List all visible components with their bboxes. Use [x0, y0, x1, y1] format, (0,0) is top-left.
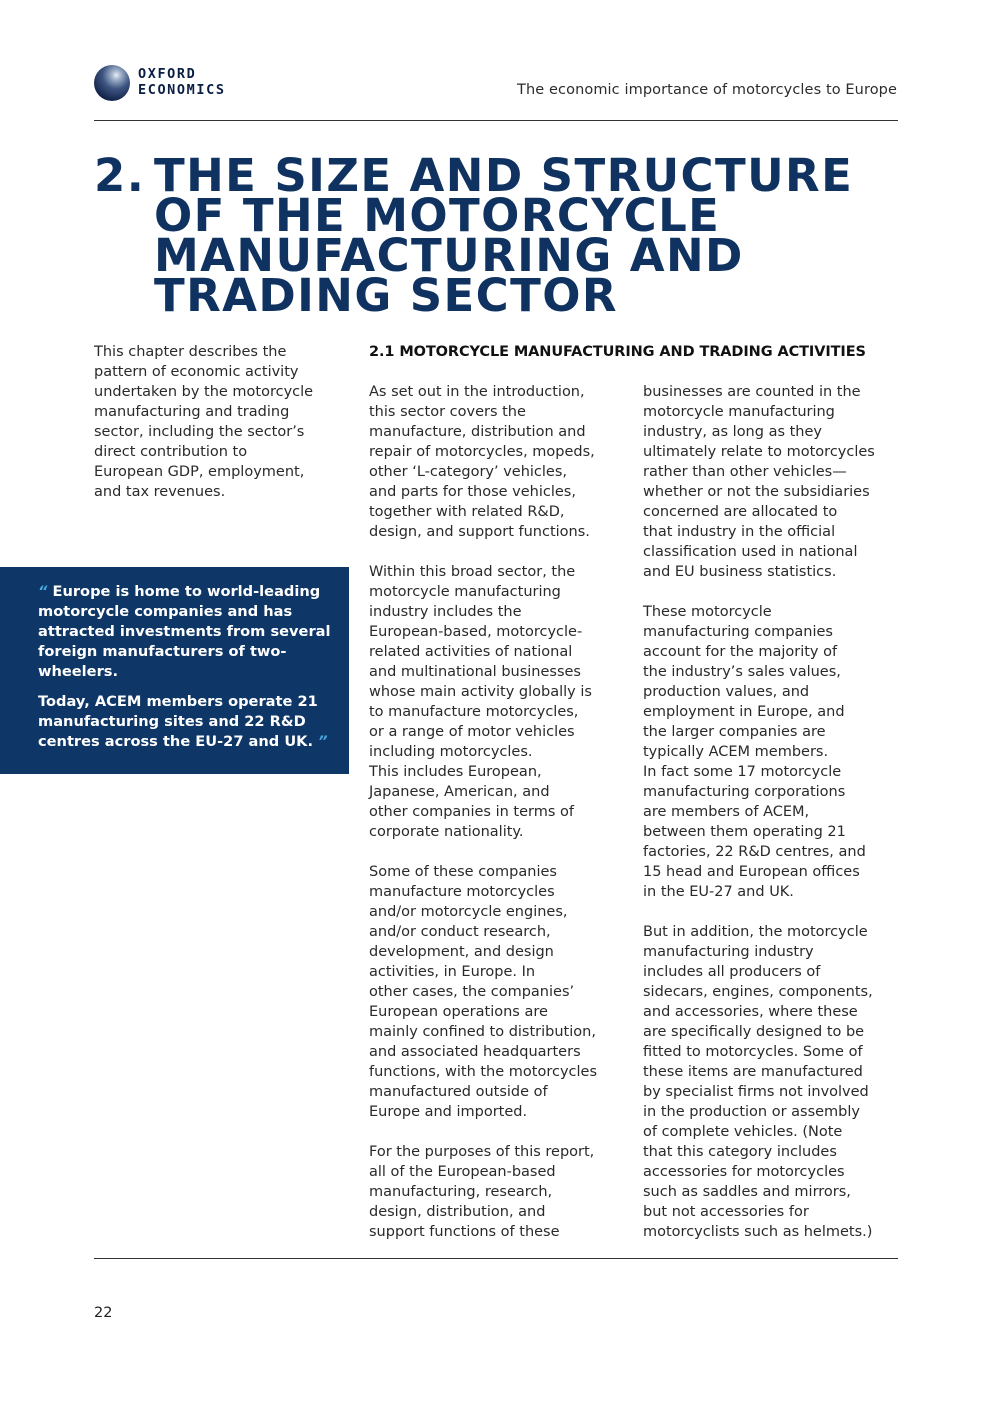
body-line: of complete vehicles. (Note [643, 1124, 843, 1140]
body-line: are specifically designed to be [643, 1024, 865, 1040]
body-line: activities, in Europe. In [369, 964, 536, 980]
body-line: factories, 22 R&D centres, and [643, 844, 866, 860]
body-line: includes all producers of [643, 964, 821, 980]
body-line: between them operating 21 [643, 824, 846, 840]
body-line: businesses are counted in the [643, 384, 861, 400]
body-line: other cases, the companies’ [369, 984, 575, 1000]
body-line: classification used in national [643, 544, 858, 560]
body-line: In fact some 17 motorcycle [643, 764, 842, 780]
intro-line: direct contribution to [94, 444, 248, 460]
intro-line: manufacturing and trading [94, 404, 290, 420]
body-line: motorcycle manufacturing [643, 404, 835, 420]
body-line: support functions of these [369, 1224, 560, 1240]
intro-line: sector, including the sector’s [94, 424, 305, 440]
body-line: corporate nationality. [369, 824, 524, 840]
body-column-right [643, 382, 899, 1242]
body-line: whether or not the subsidiaries [643, 484, 870, 500]
body-line: European-based, motorcycle- [369, 624, 583, 640]
body-line: by specialist firms not involved [643, 1084, 869, 1100]
body-line: such as saddles and mirrors, [643, 1184, 851, 1200]
body-line: and associated headquarters [369, 1044, 581, 1060]
body-line: in the EU-27 and UK. [643, 884, 794, 900]
pull-quote-paragraph-2 [38, 692, 337, 752]
page-number: 22 [94, 1305, 113, 1321]
body-line: that industry in the official [643, 524, 836, 540]
body-paragraph [369, 382, 625, 542]
body-line: and/or conduct research, [369, 924, 551, 940]
body-line: As set out in the introduction, [369, 384, 585, 400]
body-line: together with related R&D, [369, 504, 565, 520]
body-line: this sector covers the [369, 404, 526, 420]
body-line: to manufacture motorcycles, [369, 704, 579, 720]
intro-line: This chapter describes the [94, 344, 287, 360]
body-paragraph [369, 1142, 625, 1242]
logo-line-1: OXFORD [138, 66, 197, 82]
body-line: other companies in terms of [369, 804, 575, 820]
chapter-title-line: MANUFACTURING AND [154, 229, 744, 282]
body-line: or a range of motor vehicles [369, 724, 575, 740]
body-line: manufacture motorcycles [369, 884, 555, 900]
body-line: European operations are [369, 1004, 548, 1020]
body-line: manufacturing companies [643, 624, 833, 640]
body-column-left [369, 382, 625, 1242]
pull-quote-text-2: Today, ACEM members operate 21 manufacturing sites and 22 R&D centres across the EU-27 and UK. [38, 693, 318, 750]
body-line: other ‘L-category’ vehicles, [369, 464, 568, 480]
body-line: motorcyclists such as helmets.) [643, 1224, 873, 1240]
header-divider [94, 120, 898, 121]
intro-line: undertaken by the motorcycle [94, 384, 314, 400]
body-line: design, and support functions. [369, 524, 590, 540]
body-line: mainly confined to distribution, [369, 1024, 596, 1040]
body-line: Europe and imported. [369, 1104, 528, 1120]
footer-divider [94, 1258, 898, 1259]
logo-line-2: ECONOMICS [138, 82, 226, 98]
body-line: including motorcycles. [369, 744, 533, 760]
body-line: But in addition, the motorcycle [643, 924, 868, 940]
body-line: whose main activity globally is [369, 684, 592, 700]
body-line: manufacturing corporations [643, 784, 846, 800]
body-line: account for the majority of [643, 644, 838, 660]
intro-line: pattern of economic activity [94, 364, 299, 380]
intro-line: and tax revenues. [94, 484, 226, 500]
body-line: but not accessories for [643, 1204, 809, 1220]
body-line: these items are manufactured [643, 1064, 863, 1080]
body-line: For the purposes of this report, [369, 1144, 595, 1160]
body-line: development, and design [369, 944, 554, 960]
body-paragraph [643, 922, 899, 1242]
pull-quote [0, 567, 349, 774]
body-paragraph [369, 862, 625, 1122]
body-line: the industry’s sales values, [643, 664, 841, 680]
body-line: production values, and [643, 684, 810, 700]
chapter-title-line: TRADING SECTOR [154, 269, 618, 322]
body-line: the larger companies are [643, 724, 826, 740]
body-paragraph [369, 562, 625, 842]
chapter-title-lines [154, 149, 854, 322]
body-line: and/or motorcycle engines, [369, 904, 568, 920]
body-line: rather than other vehicles— [643, 464, 847, 480]
body-line: fitted to motorcycles. Some of [643, 1044, 863, 1060]
report-title: The economic importance of motorcycles to Europe [517, 82, 897, 98]
body-line: related activities of national [369, 644, 573, 660]
body-line: concerned are allocated to [643, 504, 838, 520]
body-line: Within this broad sector, the [369, 564, 576, 580]
chapter-intro [94, 342, 349, 502]
body-line: and EU business statistics. [643, 564, 837, 580]
body-line: employment in Europe, and [643, 704, 845, 720]
logo-wordmark [138, 66, 226, 98]
oxford-economics-logo [94, 64, 264, 104]
body-line: These motorcycle [643, 604, 772, 620]
body-line: This includes European, [369, 764, 542, 780]
pull-quote-text-1: Europe is home to world-leading motorcycle companies and has attracted investments from several foreign manufacturers of two-wheelers. [38, 583, 331, 680]
body-line: manufactured outside of [369, 1084, 548, 1100]
body-line: functions, with the motorcycles [369, 1064, 598, 1080]
body-line: and parts for those vehicles, [369, 484, 576, 500]
body-line: Some of these companies [369, 864, 557, 880]
chapter-title-line: OF THE MOTORCYCLE [154, 189, 721, 242]
body-line: manufacturing, research, [369, 1184, 553, 1200]
intro-line: European GDP, employment, [94, 464, 305, 480]
body-line: manufacture, distribution and [369, 424, 586, 440]
body-line: in the production or assembly [643, 1104, 860, 1120]
body-line: manufacturing industry [643, 944, 814, 960]
chapter-number: 2. [94, 149, 146, 202]
body-line: Japanese, American, and [369, 784, 550, 800]
body-line: industry, as long as they [643, 424, 822, 440]
globe-icon [94, 65, 130, 101]
body-line: motorcycle manufacturing [369, 584, 561, 600]
chapter-title-line: THE SIZE AND STRUCTURE [154, 149, 854, 202]
body-line: sidecars, engines, components, [643, 984, 873, 1000]
body-line: 15 head and European offices [643, 864, 860, 880]
body-line: are members of ACEM, [643, 804, 810, 820]
body-line: that this category includes [643, 1144, 837, 1160]
open-quote-icon: “ [38, 583, 48, 600]
body-paragraph [643, 602, 899, 902]
body-line: design, distribution, and [369, 1204, 546, 1220]
body-line: typically ACEM members. [643, 744, 829, 760]
body-line: ultimately relate to motorcycles [643, 444, 875, 460]
body-line: and multinational businesses [369, 664, 581, 680]
pull-quote-paragraph-1 [38, 582, 337, 682]
body-line: and accessories, where these [643, 1004, 858, 1020]
close-quote-icon: ” [318, 733, 328, 750]
body-line: all of the European-based [369, 1164, 556, 1180]
body-paragraph [643, 382, 899, 582]
body-line: accessories for motorcycles [643, 1164, 845, 1180]
section-heading: 2.1 MOTORCYCLE MANUFACTURING AND TRADING ACTIVITIES [369, 344, 866, 360]
body-line: repair of motorcycles, mopeds, [369, 444, 595, 460]
body-line: industry includes the [369, 604, 522, 620]
